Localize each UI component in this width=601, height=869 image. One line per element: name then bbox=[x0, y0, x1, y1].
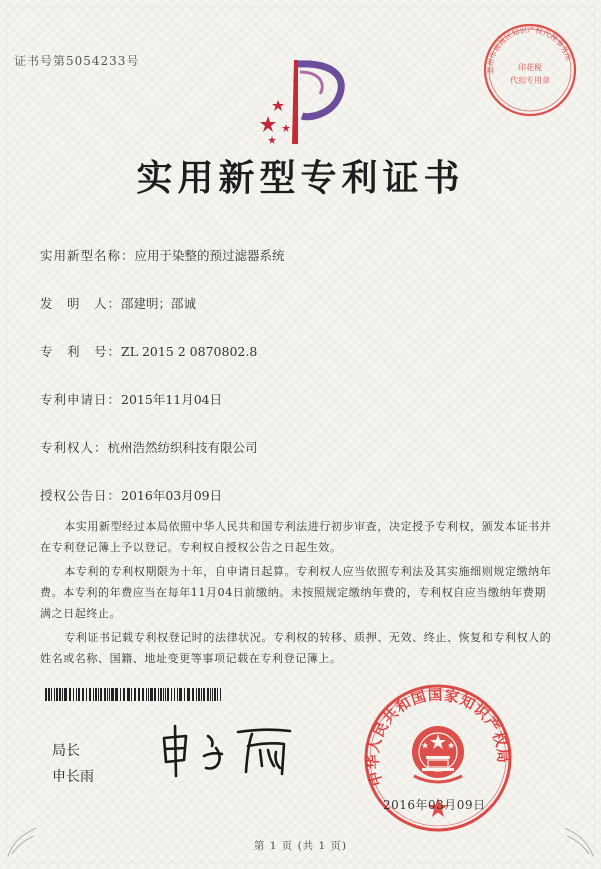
barcode-bar bbox=[210, 688, 211, 701]
barcode-bar bbox=[82, 688, 84, 701]
barcode-bar bbox=[120, 688, 121, 701]
barcode-bar bbox=[203, 688, 205, 701]
barcode-bar bbox=[109, 688, 110, 701]
barcode-bar bbox=[59, 688, 61, 701]
body-paragraph: 专利证书记载专利权登记时的法律状况。专利权的转移、质押、无效、终止、恢复和专利权人的姓名或名称、国籍、地址变更等事项记载在专利登记簿上。 bbox=[40, 631, 552, 665]
director-title: 局长 bbox=[52, 743, 80, 759]
patent-number-row bbox=[40, 342, 257, 360]
barcode-bar bbox=[107, 688, 108, 701]
barcode-bar bbox=[174, 688, 175, 701]
barcode-bar bbox=[73, 688, 74, 701]
barcode-bar bbox=[214, 688, 216, 701]
barcode-bar bbox=[160, 688, 162, 701]
inventor-value: 邵建明；邵诚 bbox=[121, 296, 197, 311]
body-paragraph: 本专利的专利权期限为十年，自申请日起算。专利权人应当依照专利法及其实施细则规定缴纳年费。本专利的年费应当在每年11月04日前缴纳。未按照规定缴纳年费的，专利权自应当缴纳年费期满之日起终止。 bbox=[40, 565, 552, 620]
barcode bbox=[45, 688, 225, 701]
patentee-row bbox=[40, 438, 258, 456]
filing-date-label: 专利申请日： bbox=[40, 392, 122, 407]
barcode-bar bbox=[127, 688, 130, 701]
body-paragraph: 本实用新型经过本局依照中华人民共和国专利法进行初步审查，决定授予专利权，颁发本证书并在专利登记簿上予以登记。专利权自授权公告之日起生效。 bbox=[40, 520, 552, 554]
barcode-bar bbox=[98, 688, 99, 701]
director-signature bbox=[156, 722, 306, 782]
agency-stamp bbox=[480, 20, 580, 120]
barcode-bar bbox=[167, 688, 169, 701]
barcode-bar bbox=[93, 688, 94, 701]
barcode-bar bbox=[104, 688, 106, 701]
certificate-title: 实用新型专利证书 bbox=[136, 157, 465, 199]
inventor-label: 发 明 人： bbox=[40, 296, 122, 311]
barcode-bar bbox=[158, 688, 159, 701]
inventor-row bbox=[40, 294, 196, 312]
patentee-value: 杭州浩然纺织科技有限公司 bbox=[107, 440, 258, 455]
barcode-bar bbox=[62, 688, 63, 701]
barcode-bar bbox=[217, 688, 218, 701]
svg-text:印花税: 印花税 bbox=[518, 63, 542, 72]
barcode-bar bbox=[207, 688, 209, 701]
barcode-bar bbox=[148, 688, 149, 701]
certificate-number: 证书号第5054233号 bbox=[14, 54, 140, 68]
barcode-bar bbox=[64, 688, 67, 701]
patent-number-value: ZL 2015 2 0870802.8 bbox=[121, 344, 258, 359]
barcode-bar bbox=[220, 688, 221, 701]
barcode-bar bbox=[54, 688, 55, 701]
utility-model-name-label: 实用新型名称： bbox=[40, 248, 135, 263]
barcode-bar bbox=[138, 688, 140, 701]
patent-number-label: 专 利 号： bbox=[40, 344, 122, 359]
ip-logo-icon bbox=[258, 58, 350, 144]
barcode-bar bbox=[48, 688, 50, 701]
barcode-bar bbox=[196, 688, 197, 701]
barcode-bar bbox=[89, 688, 91, 701]
barcode-bar bbox=[177, 688, 178, 701]
barcode-bar bbox=[184, 688, 185, 701]
barcode-bar bbox=[154, 688, 156, 701]
barcode-bar bbox=[142, 688, 144, 701]
barcode-bar bbox=[192, 688, 194, 701]
barcode-bar bbox=[146, 688, 147, 701]
utility-model-name-value: 应用于染整的预过滤器系统 bbox=[134, 248, 285, 263]
barcode-bar bbox=[111, 688, 114, 701]
barcode-bar bbox=[179, 688, 182, 701]
barcode-bar bbox=[45, 688, 47, 701]
filing-date-value: 2015年11月04日 bbox=[121, 392, 223, 407]
seal-date: 2016年03月09日 bbox=[383, 798, 486, 812]
barcode-bar bbox=[100, 688, 102, 701]
barcode-bar bbox=[198, 688, 200, 701]
barcode-bar bbox=[165, 688, 166, 701]
barcode-bar bbox=[134, 688, 136, 701]
barcode-bar bbox=[201, 688, 202, 701]
barcode-bar bbox=[76, 688, 77, 701]
certificate-body bbox=[40, 516, 554, 672]
svg-text:温州市鹿城区知识产权代理事务所: 温州市鹿城区知识产权代理事务所 bbox=[485, 25, 573, 75]
barcode-bar bbox=[123, 688, 125, 701]
barcode-bar bbox=[115, 688, 118, 701]
grant-date-value: 2016年03月09日 bbox=[121, 488, 223, 503]
barcode-bar bbox=[78, 688, 80, 701]
barcode-bar bbox=[212, 688, 213, 701]
svg-text:中华人民共和国国家知识产权局: 中华人民共和国国家知识产权局 bbox=[365, 687, 511, 788]
barcode-bar bbox=[95, 688, 97, 701]
svg-text:代扣专用章: 代扣专用章 bbox=[510, 76, 550, 85]
grant-date-label: 授权公告日： bbox=[40, 488, 122, 503]
utility-model-name-row bbox=[40, 246, 285, 264]
grant-date-row bbox=[40, 486, 222, 504]
patentee-label: 专利权人： bbox=[40, 440, 108, 455]
barcode-bar bbox=[69, 688, 71, 701]
barcode-bar bbox=[187, 688, 190, 701]
barcode-bar bbox=[131, 688, 132, 701]
page-number: 第 1 页 (共 1 页) bbox=[253, 840, 348, 852]
barcode-bar bbox=[86, 688, 87, 701]
filing-date-row bbox=[40, 390, 222, 408]
barcode-bar bbox=[150, 688, 153, 701]
director-name: 申长雨 bbox=[52, 769, 94, 785]
barcode-bar bbox=[56, 688, 58, 701]
barcode-bar bbox=[163, 688, 164, 701]
barcode-bar bbox=[171, 688, 172, 701]
barcode-bar bbox=[51, 688, 52, 701]
